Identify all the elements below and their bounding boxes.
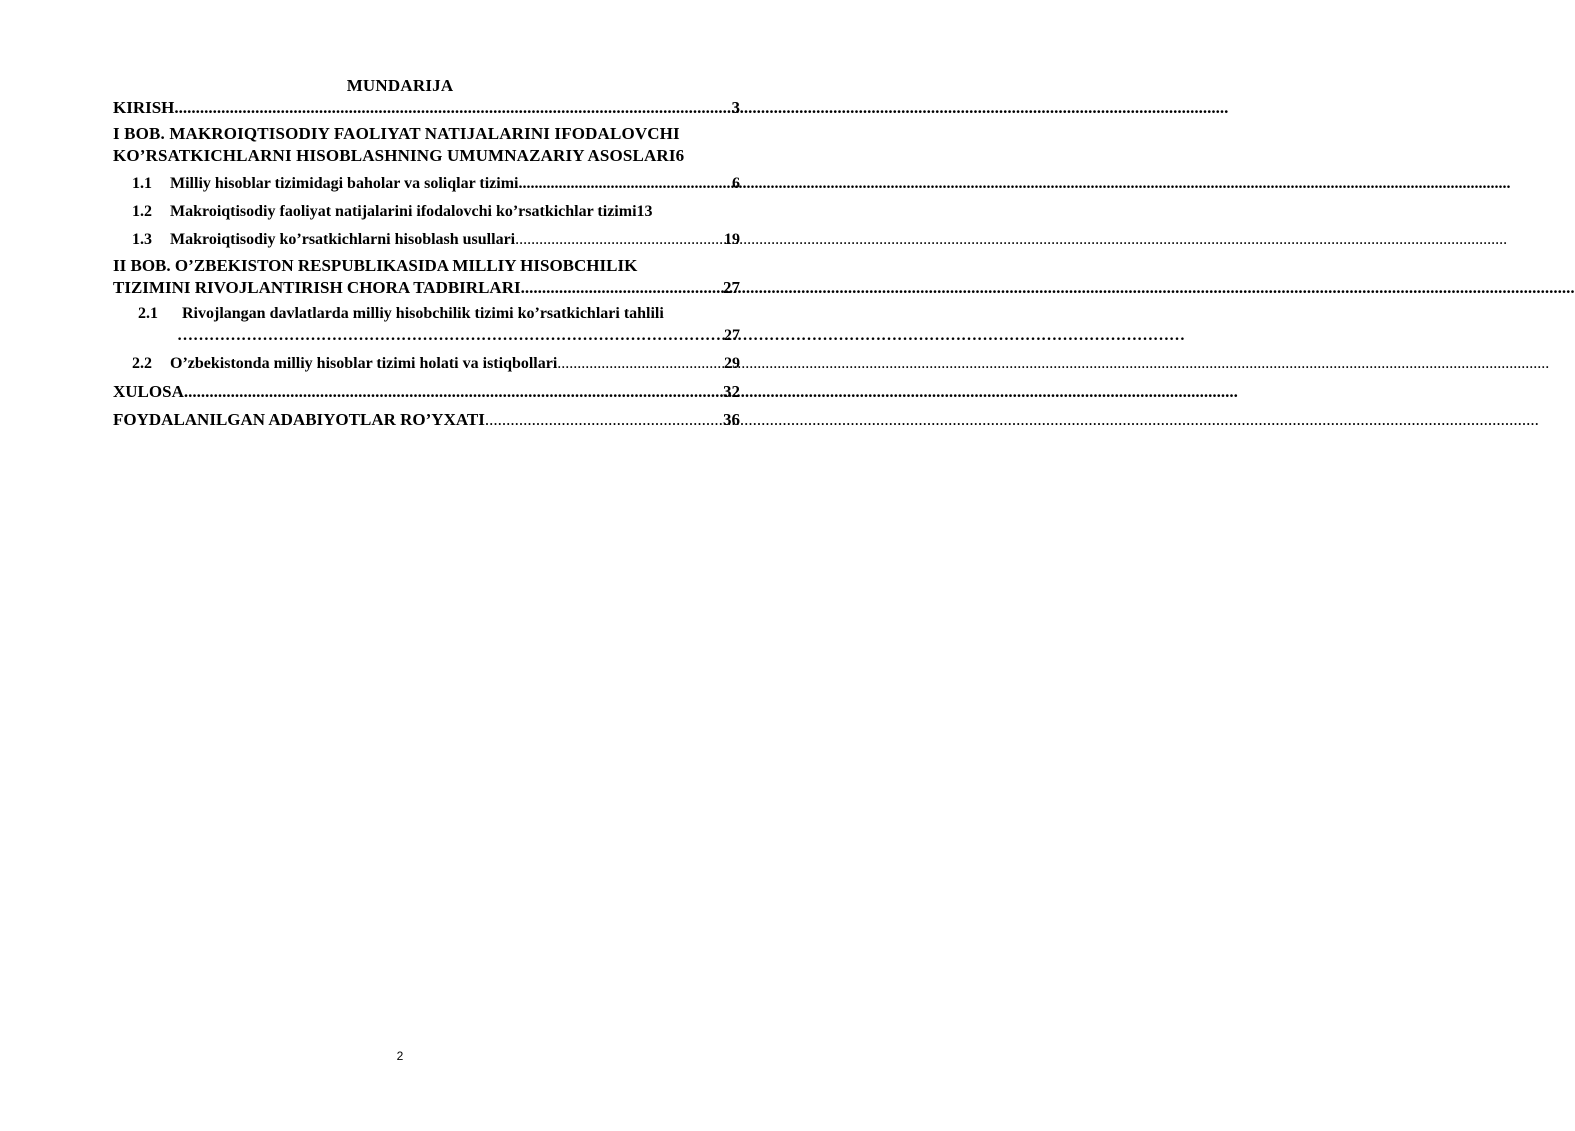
section-number: 1.2	[132, 203, 152, 220]
section-label: Makroiqtisodiy faoliyat natijalarini ifodalovchi ko’rsatkichlar tizimi13	[170, 203, 653, 220]
document-title: MUNDARIJA	[346, 76, 454, 95]
toc-entry-label: FOYDALANILGAN ADABIYOTLAR RO’YXATI	[113, 410, 485, 429]
toc-entry-kirish[interactable]	[113, 97, 740, 119]
toc-entry-section-1-2[interactable]	[113, 201, 740, 223]
toc-entry-references[interactable]	[113, 409, 740, 431]
toc-entry-chapter-1[interactable]	[113, 123, 740, 167]
chapter-1-title-line-2: KO’RSATKICHLARNI HISOBLASHNING UMUMNAZARIY ASOSLARI6	[113, 146, 685, 165]
section-label: Milliy hisoblar tizimidagi baholar va soliqlar tizimi	[170, 175, 519, 192]
dot-leader	[174, 97, 731, 119]
toc-page-number: 27	[723, 278, 740, 297]
toc-page-number: 6	[732, 175, 740, 192]
dot-leader	[521, 277, 723, 299]
section-number: 1.1	[132, 175, 152, 192]
dot-leader	[485, 409, 723, 431]
toc-entry-section-1-1[interactable]	[113, 173, 740, 195]
dot-leader	[518, 173, 732, 195]
chapter-1-title-line-1: I BOB. MAKROIQTISODIY FAOLIYAT NATIJALARINI IFODALOVCHI	[113, 124, 680, 143]
section-label: Rivojlangan davlatlarda milliy hisobchilik tizimi ko’rsatkichlari tahlili	[182, 305, 664, 322]
dot-leader	[184, 381, 723, 403]
section-2-1-line-1	[113, 303, 740, 325]
toc-page-number: 36	[723, 410, 740, 429]
toc-page-number: 32	[723, 382, 740, 401]
toc-entry-xulosa[interactable]	[113, 381, 740, 403]
dot-leader	[515, 229, 724, 251]
dot-leader	[177, 325, 724, 347]
toc-entry-section-2-1[interactable]	[113, 303, 740, 347]
section-number: 1.3	[132, 231, 152, 248]
chapter-2-title-line-2-row	[113, 277, 740, 299]
section-2-1-line-2	[113, 325, 740, 347]
toc-page-number: 19	[724, 231, 740, 248]
toc-entry-label: KIRISH	[113, 98, 175, 117]
toc-entry-label: XULOSA	[113, 382, 184, 401]
chapter-2-title-line-2: TIZIMINI RIVOJLANTIRISH CHORA TADBIRLARI	[113, 278, 521, 297]
chapter-2-title-line-1: II BOB. O’ZBEKISTON RESPUBLIKASIDA MILLIY HISOBCHILIK	[113, 256, 638, 275]
toc-page-number: 29	[724, 355, 740, 372]
toc-page-number: 3	[731, 98, 740, 117]
toc-page-number: 27	[724, 327, 740, 344]
dot-leader	[557, 353, 724, 375]
toc-entry-section-1-3[interactable]	[113, 229, 740, 251]
toc-entry-section-2-2[interactable]	[113, 353, 740, 375]
section-number: 2.1	[138, 305, 158, 322]
toc-entry-chapter-2[interactable]	[113, 255, 740, 299]
page-number: 2	[396, 1049, 404, 1063]
section-number: 2.2	[132, 355, 152, 372]
section-label: Makroiqtisodiy ko’rsatkichlarni hisoblash usullari	[170, 231, 516, 248]
table-of-contents	[113, 97, 740, 431]
section-label: O’zbekistonda milliy hisoblar tizimi holati va istiqbollari	[170, 355, 558, 372]
